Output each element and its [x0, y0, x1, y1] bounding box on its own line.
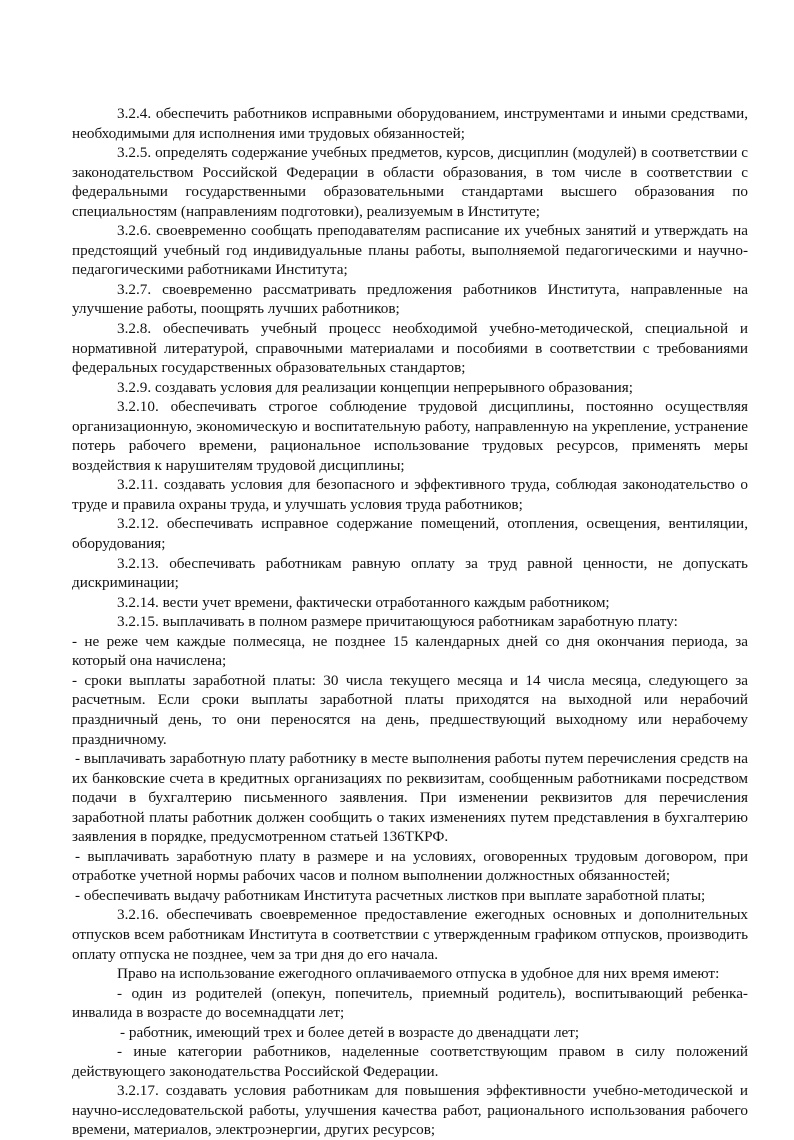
paragraph-3-2-9: 3.2.9. создавать условия для реализации концепции непрерывного образования; [117, 378, 633, 396]
paragraph-3-2-17: 3.2.17. создавать условия работникам для повышения эффективности учебно-методической и научно-исследовательской работы, улучшения качества работ, рационального использования рабочего времени, материалов, электроэнергии, других ресурсов; [72, 1082, 748, 1139]
paragraph-3-2-15: 3.2.15. выплачивать в полном размере причитающуюся работникам заработную плату: [117, 613, 678, 631]
list-item-pay-slips: - обеспечивать выдачу работникам Института расчетных листков при выплате заработной платы; [75, 886, 706, 904]
list-item-three-children: - работник, имеющий трех и более детей в возрасте до двенадцати лет; [120, 1023, 580, 1041]
paragraph-3-2-16: 3.2.16. обеспечивать своевременное предоставление ежегодных основных и дополнительных отпусков всем работникам Института в соответствии с утвержденным графиком отпусков, производить оплату отпуска не позднее, чем за три дня до его начала. [72, 906, 748, 963]
list-item-parent-disabled-child: - один из родителей (опекун, попечитель, приемный родитель), воспитывающий ребенка-инвалида в возрасте до восемнадцати лет; [72, 984, 748, 1022]
paragraph-3-2-7: 3.2.7. своевременно рассматривать предложения работников Института, направленные на улучшение работы, поощрять лучших работников; [72, 280, 748, 318]
list-item-other-categories: - иные категории работников, наделенные соответствующим правом в силу положений действующего законодательства Российской Федерации. [72, 1043, 748, 1080]
list-item-pay-conditions: - выплачивать заработную плату в размере и на условиях, оговоренных трудовым договором, при отработке учетной нормы рабочих часов и полном выполнении должностных обязанностей; [72, 847, 748, 885]
paragraph-3-2-11: 3.2.11. создавать условия для безопасного и эффективного труда, соблюдая законодательство о труде и правила охраны труда, и улучшать условия труда работников; [72, 476, 748, 513]
paragraph-3-2-5: 3.2.5. определять содержание учебных предметов, курсов, дисциплин (модулей) в соответствии с законодательством Российской Федерации в области образования, в том числе в соответствии с федеральными государственными образовательными стандартами высшего образования по специальностям (направлениям подготовки), реализуемым в Институте; [72, 144, 748, 220]
paragraph-3-2-14: 3.2.14. вести учет времени, фактически отработанного каждым работником; [117, 593, 610, 611]
paragraph-3-2-13: 3.2.13. обеспечивать работникам равную оплату за труд равной ценности, не допускать дискриминации; [72, 554, 748, 592]
paragraph-3-2-12: 3.2.12. обеспечивать исправное содержание помещений, отопления, освещения, вентиляции, оборудования; [72, 515, 748, 553]
document-page [72, 104, 748, 1140]
paragraph-3-2-4: 3.2.4. обеспечить работников исправными оборудованием, инструментами и иными средствами, необходимыми для исполнения ими трудовых обязанностей; [72, 105, 748, 142]
paragraph-3-2-8: 3.2.8. обеспечивать учебный процесс необходимой учебно-методической, специальной и нормативной литературой, справочными материалами и пособиями в соответствии с требованиями федеральных государственных образовательных стандартов; [72, 320, 748, 377]
paragraph-3-2-10: 3.2.10. обеспечивать строгое соблюдение трудовой дисциплины, постоянно осуществляя организационную, экономическую и воспитательную работу, направленную на укрепление, устранение потерь рабочего времени, рациональное использование трудовых ресурсов, применять меры воздействия к нарушителям трудовой дисциплины; [72, 398, 748, 474]
paragraph-3-2-6: 3.2.6. своевременно сообщать преподавателям расписание их учебных занятий и утверждать на предстоящий учебный год индивидуальные планы работы, выполняемой педагогическими и научно-педагогическими работниками Института; [72, 222, 748, 279]
list-item-pay-transfer: - выплачивать заработную плату работнику в месте выполнения работы путем перечисления средств на их банковские счета в кредитных организациях по реквизитам, сообщенным работниками посредством подачи в бухгалтерию письменного заявления. При изменении реквизитов для перечисления заработной платы работник должен сообщить о таких изменениях путем представления в бухгалтерию заявления в порядке, предусмотренном статьей 136ТКРФ. [72, 750, 748, 846]
list-item-pay-frequency: - не реже чем каждые полмесяца, не позднее 15 календарных дней со дня окончания периода, за который она начислена; [72, 632, 748, 670]
list-item-pay-dates: - сроки выплаты заработной платы: 30 числа текущего месяца и 14 числа месяца, следующего за расчетным. Если сроки выплаты заработной платы приходятся на выходной или нерабочий праздничный день, то они переносятся на день, предшествующий выходному или нерабочему праздничному. [72, 671, 748, 748]
paragraph-vacation-right: Право на использование ежегодного оплачиваемого отпуска в удобное для них время имеют: [117, 965, 720, 983]
